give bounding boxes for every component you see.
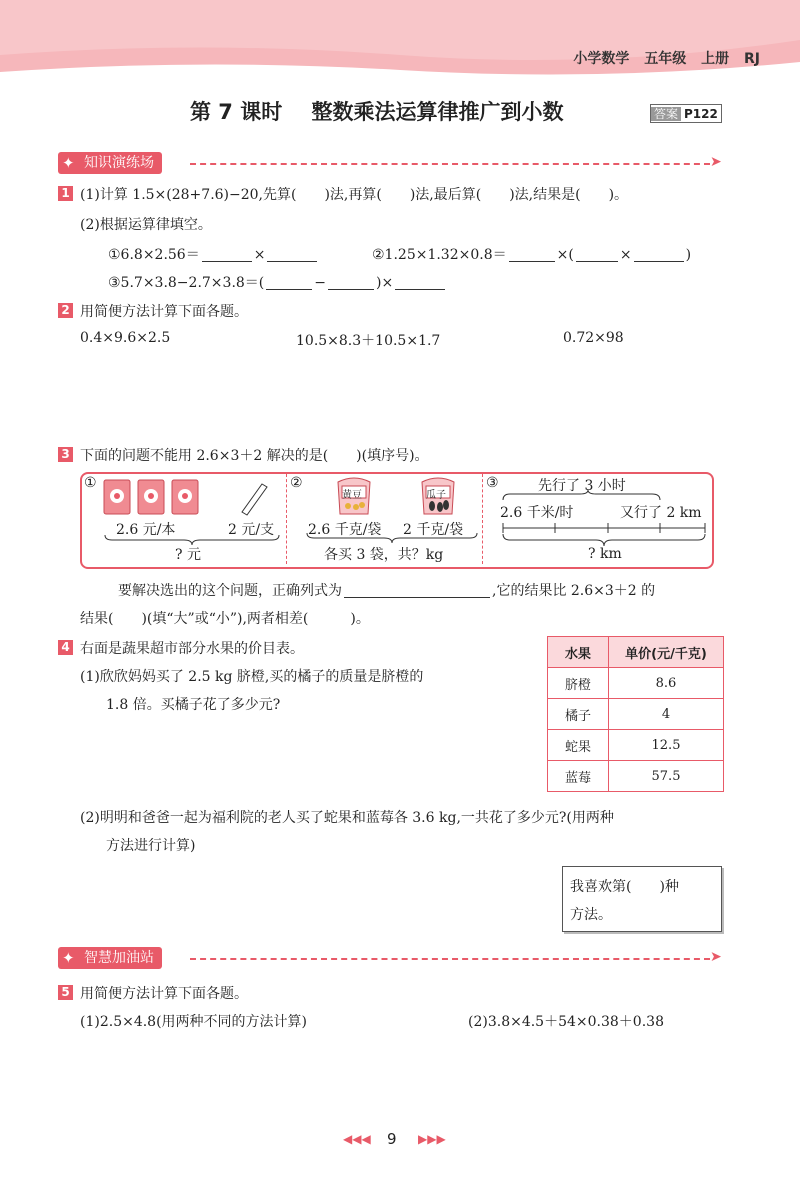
table-header-row — [548, 637, 724, 668]
panel-index: ② — [290, 475, 303, 491]
section-tag-practice: ✦ 知识演练场 — [58, 152, 162, 174]
q4-text: 右面是蔬果超市部分水果的价目表。 — [80, 641, 304, 657]
answer-blank[interactable] — [509, 247, 555, 262]
table-header: 单价(元/千克) — [609, 637, 724, 668]
q3-follow-line1: 要解决选出的这个问题，正确列式为 ,它的结果比 2.6×3＋2 的 — [118, 583, 656, 599]
table-row: 橘子 4 — [548, 699, 724, 730]
next-page-icon[interactable]: ▶▶▶ — [418, 1132, 446, 1146]
divider — [286, 474, 287, 564]
table-row: 蛇果 12.5 — [548, 730, 724, 761]
q2-item-2: 10.5×8.3＋10.5×1.7 — [296, 333, 441, 349]
q4-sub1-line2: 1.8 倍。买橘子花了多少元? — [106, 697, 281, 713]
speed-label: 2.6 千米/时 — [500, 505, 574, 521]
lesson-number: 第 7 课时 — [190, 100, 283, 124]
weight-beans: 2.6 千克/袋 — [308, 522, 382, 538]
weight-seeds: 2 千克/袋 — [403, 522, 464, 538]
q2-text: 用简便方法计算下面各题。 — [80, 304, 248, 320]
page-number: 9 — [387, 1130, 397, 1148]
header-edition: RJ — [744, 51, 760, 67]
question-number: 3 — [58, 447, 73, 462]
header-volume: 上册 — [701, 51, 730, 67]
table-row: 脐橙 8.6 — [548, 668, 724, 699]
q3-text: 下面的问题不能用 2.6×3＋2 解决的是( )(填序号)。 — [80, 448, 429, 464]
note-line1: 我喜欢第( )种 — [570, 879, 679, 895]
section-divider — [190, 163, 710, 165]
runner-icon: ✦ — [62, 154, 75, 172]
total-km: ? km — [588, 546, 622, 562]
q4-sub2-line2: 方法进行计算) — [106, 838, 196, 854]
q4-sub2-line1: (2)明明和爸爸一起为福利院的老人买了蛇果和蓝莓各 3.6 kg,一共花了多少元?(用两种 — [80, 810, 614, 826]
answer-blank[interactable] — [267, 247, 317, 262]
divider — [482, 474, 483, 564]
q1-item-c: ③5.7×3.8−2.7×3.8＝( − )× — [108, 272, 447, 292]
answer-page: P122 — [684, 107, 718, 121]
panel-index: ① — [84, 475, 97, 491]
q1-item-a: ①6.8×2.56＝ × — [108, 244, 319, 264]
bag-label-beans: 黄豆 — [342, 490, 362, 501]
note-line2: 方法。 — [570, 907, 612, 923]
travel-time: 先行了 3 小时 — [538, 478, 626, 494]
arrow-icon: ➤ — [710, 949, 722, 965]
page-title — [190, 96, 564, 126]
brace — [306, 532, 478, 544]
q1-item-b: ②1.25×1.32×0.8＝ ×( × ) — [372, 247, 692, 263]
header-subject: 小学数学 — [573, 51, 630, 67]
answer-blank[interactable] — [344, 583, 490, 598]
header-grade: 五年级 — [644, 51, 687, 67]
runner-icon: ✦ — [62, 949, 75, 967]
question-number: 1 — [58, 186, 73, 201]
header-info — [573, 48, 760, 68]
books-pencil-illustration — [102, 478, 272, 518]
answer-blank[interactable] — [395, 275, 445, 290]
price-notebook: 2.6 元/本 — [116, 522, 176, 538]
header-band — [0, 0, 800, 80]
question-number: 2 — [58, 303, 73, 318]
answer-blank[interactable] — [266, 275, 312, 290]
section-divider — [190, 958, 710, 960]
total-yuan: ? 元 — [175, 547, 201, 563]
answer-label: 答案 — [651, 107, 681, 121]
prev-page-icon[interactable]: ◀◀◀ — [343, 1132, 371, 1146]
panel-index: ③ — [486, 475, 499, 491]
answer-ref — [650, 104, 722, 123]
section-tag-challenge: ✦ 智慧加油站 — [58, 947, 162, 969]
q3-follow-line2: 结果( )(填“大”或“小”),两者相差( )。 — [80, 611, 370, 627]
q2-item-3: 0.72×98 — [563, 330, 624, 346]
q2-item-1: 0.4×9.6×2.5 — [80, 330, 171, 346]
q1-line2: (2)根据运算律填空。 — [80, 217, 212, 233]
q4-sub1-line1: (1)欣欣妈妈买了 2.5 kg 脐橙,买的橘子的质量是脐橙的 — [80, 669, 424, 685]
bag-label-seeds: 瓜子 — [426, 490, 446, 501]
answer-blank[interactable] — [576, 247, 618, 262]
answer-blank[interactable] — [634, 247, 684, 262]
table-header: 水果 — [548, 637, 609, 668]
question-number: 5 — [58, 985, 73, 1000]
extra-distance: 又行了 2 km — [620, 505, 702, 521]
q5-item-2: (2)3.8×4.5＋54×0.38＋0.38 — [468, 1014, 664, 1030]
price-pencil: 2 元/支 — [228, 522, 275, 538]
answer-blank[interactable] — [202, 247, 252, 262]
q1-line1: (1)计算 1.5×(28+7.6)−20,先算( )法,再算( )法,最后算( )法,结果是( )。 — [80, 187, 629, 203]
q5-text: 用简便方法计算下面各题。 — [80, 986, 248, 1002]
table-row: 蓝莓 57.5 — [548, 761, 724, 792]
question-number: 4 — [58, 640, 73, 655]
total-kg: 各买 3 袋，共？kg — [324, 547, 444, 563]
fruit-price-table — [547, 636, 724, 792]
q5-item-1: (1)2.5×4.8(用两种不同的方法计算) — [80, 1014, 308, 1030]
arrow-icon: ➤ — [710, 154, 722, 170]
answer-blank[interactable] — [328, 275, 374, 290]
lesson-topic: 整数乘法运算律推广到小数 — [311, 100, 564, 124]
